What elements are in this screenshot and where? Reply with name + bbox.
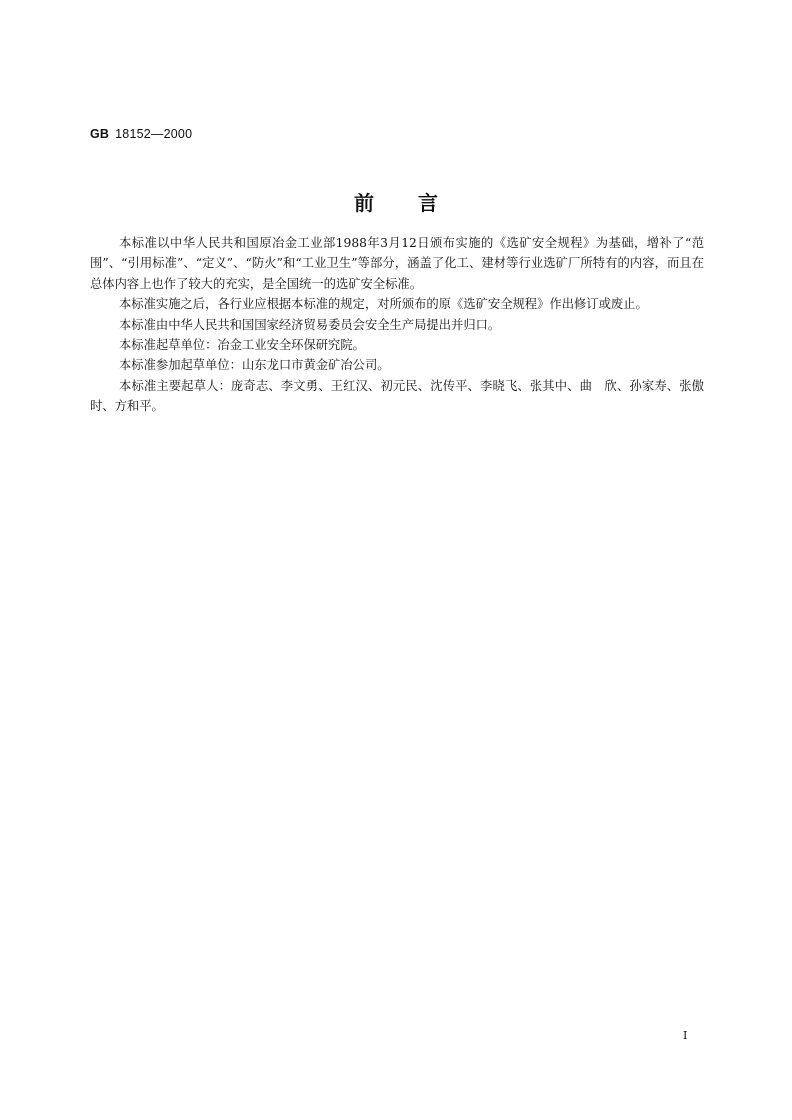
page-number: I (683, 1029, 688, 1042)
paragraph-drafters: 本标准主要起草人：庞奇志、李文勇、王红汉、初元民、沈传平、李晓飞、张其中、曲 欣、孙家寿、张傲时、方和平。 (90, 378, 704, 414)
standard-number: 18152—2000 (115, 127, 193, 141)
paragraph-proposer: 本标准由中华人民共和国国家经济贸易委员会安全生产局提出并归口。 (119, 317, 501, 332)
paragraph-basis: 本标准以中华人民共和国原冶金工业部1988年3月12日颁布实施的《选矿安全规程》为基础，增补了“范围”、“引用标准”、“定义”、“防火”和“工业卫生”等部分，涵盖了化工、建材等行业选矿厂所特有的内容，而且在总体内容上也作了较大的充实，是全国统一的选矿安全标准。 (90, 236, 704, 291)
page-title: 前言 (354, 191, 482, 215)
paragraph-participating-unit: 本标准参加起草单位：山东龙口市黄金矿冶公司。 (119, 358, 390, 373)
standard-code (90, 127, 192, 141)
standard-prefix: GB (90, 127, 110, 141)
paragraph-implementation: 本标准实施之后，各行业应根据本标准的规定，对所颁布的原《选矿安全规程》作出修订或废止。 (119, 297, 648, 312)
paragraph-drafting-unit: 本标准起草单位：冶金工业安全环保研究院。 (119, 338, 365, 353)
foreword-body (90, 233, 704, 417)
